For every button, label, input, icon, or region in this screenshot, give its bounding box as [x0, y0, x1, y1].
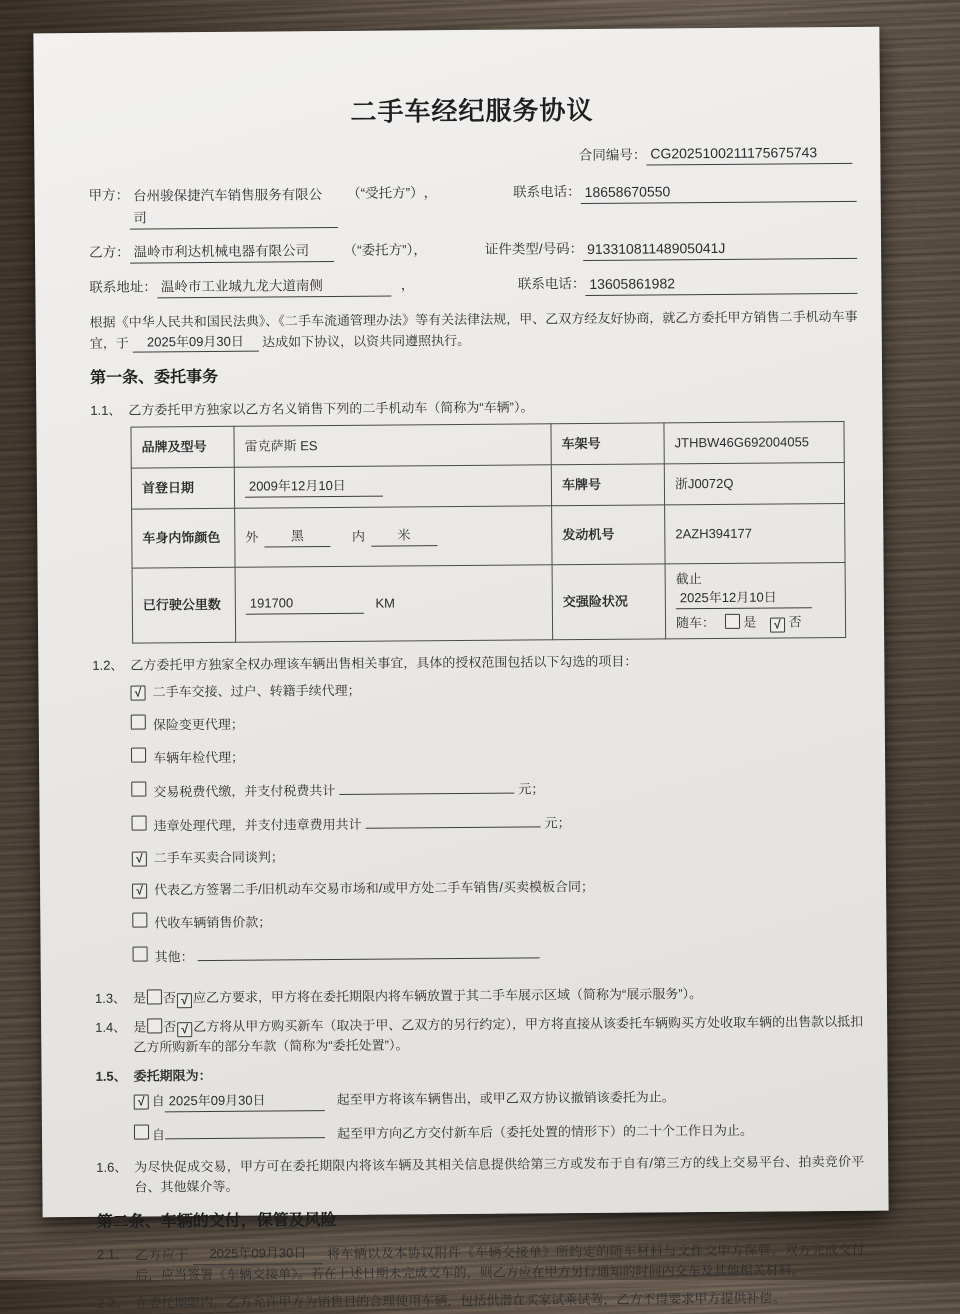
- fee-blank-line: [339, 778, 514, 795]
- other-blank-line: [198, 943, 540, 962]
- authorization-item: [132, 809, 862, 836]
- item-checkbox: √: [132, 852, 147, 867]
- address-label: 联系地址：: [89, 279, 157, 296]
- engine-label: 发动机号: [552, 505, 665, 565]
- item-checkbox: [132, 913, 147, 928]
- clause-1-1-text: 乙方委托甲方独家以乙方名义销售下列的二手机动车（简称为“车辆”）。: [128, 399, 534, 418]
- preamble-text-1: 根据《中华人民共和国民法典》、《二手车流通管理办法》等有关法律法规，甲、乙双方经友好协商，就乙方委托甲方销售二手机动车事宜，于: [89, 309, 858, 351]
- plate-value: 浙J0072Q: [664, 462, 844, 504]
- item-label: 代表乙方签署二手/旧机动车交易市场和/或甲方处二手车销售/买卖模板合同；: [154, 879, 594, 898]
- clause-1-3-number: 1.3、: [94, 990, 127, 1007]
- clause-1-2-number: 1.2、: [92, 657, 124, 673]
- parties-block: [89, 180, 858, 300]
- color-label: 车身内饰颜色: [132, 508, 235, 568]
- engine-value: 2AZH394177: [665, 503, 845, 563]
- section-2-heading: 第二条、车辆的交付，保管及风险: [96, 1212, 337, 1232]
- party-a-phone-label: 联系电话：: [513, 184, 581, 200]
- clause-1-5-number: 1.5、: [95, 1068, 127, 1084]
- clause-2-2: [97, 1288, 865, 1314]
- option-checkbox: [134, 1124, 149, 1139]
- insurance-yes-checkbox: [725, 613, 740, 628]
- vin-label: 车架号: [551, 423, 664, 465]
- yes-label: 是: [132, 990, 147, 1006]
- authorization-item: [132, 875, 862, 900]
- clause-2-2-text: 在委托期限内，乙方允许甲方为销售目的合理使用车辆，包括供潜在买家试乘试驾，乙方不得要求甲方提供补偿。: [135, 1290, 786, 1311]
- authorization-item: [130, 677, 860, 702]
- yes-checkbox: [147, 990, 162, 1005]
- party-b-cert-label: 证件类型/号码：: [484, 241, 584, 257]
- party-a-label: 甲方：: [88, 187, 130, 203]
- insurance-until-label: 截止: [675, 570, 702, 586]
- clause-1-4: [95, 1012, 863, 1058]
- authorization-item: [131, 709, 861, 735]
- clause-1-5-heading: 委托期限为：: [133, 1067, 212, 1084]
- party-a-row: [89, 180, 857, 230]
- yes-checkbox: [147, 1019, 162, 1034]
- item-checkbox: [132, 816, 147, 831]
- item-label: 其他：: [154, 949, 194, 965]
- address-field: 温岭市工业城九龙大道南侧: [157, 276, 391, 299]
- table-row: [131, 462, 844, 509]
- party-a-role: （“受托方”）: [347, 185, 424, 201]
- option-prefix: 自: [151, 1093, 165, 1109]
- table-row: [131, 421, 844, 468]
- insurance-no-label: 否: [788, 614, 802, 630]
- party-b-name-field: 温岭市利达机械电器有限公司: [130, 241, 334, 264]
- option-date-field: [165, 1120, 325, 1139]
- authorization-item: [132, 843, 862, 868]
- insurance-until-value: 2025年12月10日: [676, 587, 812, 609]
- color-exterior-prefix: 外: [245, 530, 259, 546]
- insurance-until-line: [676, 568, 835, 609]
- option-date-field: 2025年09月30日: [165, 1090, 325, 1112]
- insurance-label: 交强险状况: [552, 564, 666, 640]
- item-suffix: 元；: [518, 781, 545, 797]
- clause-1-5: [95, 1061, 864, 1155]
- party-a-name-field: 台州骏保捷汽车销售服务有限公司: [129, 184, 337, 230]
- vehicle-info-table: [130, 421, 846, 644]
- address-phone-label: 联系电话：: [517, 276, 586, 292]
- item-label: 二手车买卖合同谈判；: [153, 849, 284, 866]
- authorization-items: [130, 677, 862, 967]
- address-comma: ，: [400, 277, 415, 293]
- term-option-2: [134, 1116, 864, 1145]
- clause-1-4-text: 乙方将从甲方购买新车（取决于甲、乙双方的另行约定），甲方将直接从该委托车辆购买方处收取车辆的出售款以抵扣乙方所购新车的部分车款（简称为“委托处置”）。: [133, 1014, 864, 1055]
- item-label: 代收车辆销售价款；: [154, 914, 272, 931]
- clause-1-2-text: 乙方委托甲方独家全权办理该车辆出售相关事宜，具体的授权范围包括以下勾选的项目：: [130, 653, 638, 673]
- clause-2-1-text: 将车辆以及本协议附件《车辆交接单》所约定的随车材料与文件交甲方保管。双方完成交付后，应当签署《车辆交接单》。若在上述日期未完成交车的，则乙方应在甲方另行通知的时间内交车及其他相关材料。: [135, 1242, 865, 1283]
- clause-1-3: [95, 983, 863, 1009]
- address-phone-field: 13605861982: [585, 272, 857, 296]
- clause-1-2: [92, 650, 863, 981]
- address-row: [89, 272, 857, 300]
- item-checkbox: [133, 947, 148, 962]
- mileage-unit: KM: [375, 595, 396, 612]
- color-exterior-value: 黑: [264, 526, 330, 547]
- authorization-item: [131, 775, 861, 802]
- section-1-heading: 第一条、委托事务: [90, 369, 219, 388]
- party-a-comma: ，: [423, 185, 438, 201]
- party-a-phone-field: 18658670550: [581, 180, 857, 204]
- brand-value: 雷克萨斯 ES: [234, 423, 551, 466]
- party-b-row: [89, 237, 857, 265]
- insurance-yes-label: 是: [743, 614, 757, 630]
- vin-value: JTHBW46G692004055: [664, 421, 844, 463]
- clause-1-1-number: 1.1、: [90, 402, 122, 419]
- item-checkbox: √: [130, 686, 145, 701]
- no-label: 否: [163, 1019, 177, 1035]
- insurance-with-line: [676, 612, 835, 633]
- preamble-text-2: 达成如下协议，以资共同遵照执行。: [261, 332, 471, 350]
- option-prefix: 自: [151, 1127, 166, 1143]
- brand-label: 品牌及型号: [131, 426, 234, 468]
- party-b-label: 乙方：: [89, 244, 130, 261]
- item-suffix: 元；: [544, 815, 571, 831]
- mileage-value: 191700: [246, 593, 364, 614]
- party-b-cert-field: 91331081148905041J: [583, 237, 857, 261]
- fee-blank-line: [366, 812, 541, 829]
- authorization-item: [132, 907, 862, 933]
- no-checkbox: √: [177, 1022, 192, 1037]
- contract-number-row: [88, 142, 856, 170]
- table-row: [132, 562, 846, 643]
- clause-1-3-text: 应乙方要求，甲方将在委托期限内将车辆放置于其二手车展示区域（简称为“展示服务”）。: [192, 986, 703, 1006]
- item-label: 交易税费代缴，并支付税费共计: [153, 783, 336, 800]
- option-text: 起至甲方将该车辆售出，或甲乙双方协议撤销该委托为止。: [336, 1089, 675, 1108]
- clause-1-6-text: 为尽快促成交易，甲方可在委托期限内将该车辆及其相关信息提供给第三方或发布于自有/第三方的线上交易平台、拍卖竞价平台、其他媒介等。: [134, 1154, 865, 1195]
- item-checkbox: [131, 715, 146, 730]
- first-reg-value: 2009年12月10日: [245, 476, 383, 498]
- item-label: 二手车交接、过户、转籍手续代理；: [152, 682, 361, 700]
- document-title: 二手车经纪服务协议: [350, 94, 594, 127]
- party-a-phone-group: [513, 180, 857, 205]
- option-text: 起至甲方向乙方交付新车后（委托处置的情形下）的二十个工作日为止。: [336, 1122, 754, 1141]
- clause-1-6-number: 1.6、: [96, 1159, 128, 1176]
- no-checkbox: √: [177, 993, 192, 1008]
- clause-2-1-date-field: 2025年09月30日: [193, 1243, 323, 1265]
- party-b-cert-group: [485, 237, 857, 262]
- item-checkbox: [131, 782, 146, 797]
- contract-number-label: 合同编号：: [578, 147, 647, 163]
- preamble-paragraph: [90, 307, 858, 353]
- no-label: 否: [162, 990, 177, 1006]
- clause-2-1-prefix: 乙方应于: [134, 1247, 189, 1263]
- clause-2-2-number: 2.2、: [97, 1295, 129, 1312]
- clause-2-1: [97, 1239, 865, 1285]
- preamble-date-field: 2025年09月30日: [132, 331, 258, 352]
- color-interior-prefix: 内: [351, 529, 366, 545]
- yes-label: 是: [133, 1019, 147, 1035]
- table-row: [132, 503, 845, 568]
- item-label: 保险变更代理；: [152, 716, 244, 733]
- contract-number-value: CG2025100211175675743: [646, 142, 852, 166]
- item-label: 违章处理代理，并支付违章费用共计: [153, 816, 362, 834]
- insurance-no-checkbox: √: [770, 617, 785, 632]
- address-phone-group: [518, 272, 858, 297]
- item-label: 车辆年检代理；: [153, 749, 245, 766]
- mileage-label: 已行驶公里数: [132, 567, 236, 643]
- clause-1-1: [90, 395, 858, 421]
- first-reg-label: 首登日期: [131, 467, 234, 509]
- party-b-role: （“委托方”），: [343, 242, 427, 259]
- item-checkbox: √: [132, 884, 147, 899]
- plate-label: 车牌号: [551, 464, 664, 506]
- authorization-item: [131, 742, 861, 768]
- clause-2-1-number: 2.1、: [96, 1246, 129, 1263]
- term-option-1: [134, 1086, 864, 1112]
- contract-document: [33, 27, 888, 1312]
- insurance-with-label: 随车：: [675, 614, 716, 630]
- clause-1-4-number: 1.4、: [95, 1019, 127, 1036]
- color-interior-value: 米: [371, 526, 437, 547]
- authorization-item: [133, 940, 863, 967]
- option-checkbox: √: [134, 1095, 149, 1110]
- clause-1-6: [96, 1152, 864, 1197]
- item-checkbox: [131, 748, 146, 763]
